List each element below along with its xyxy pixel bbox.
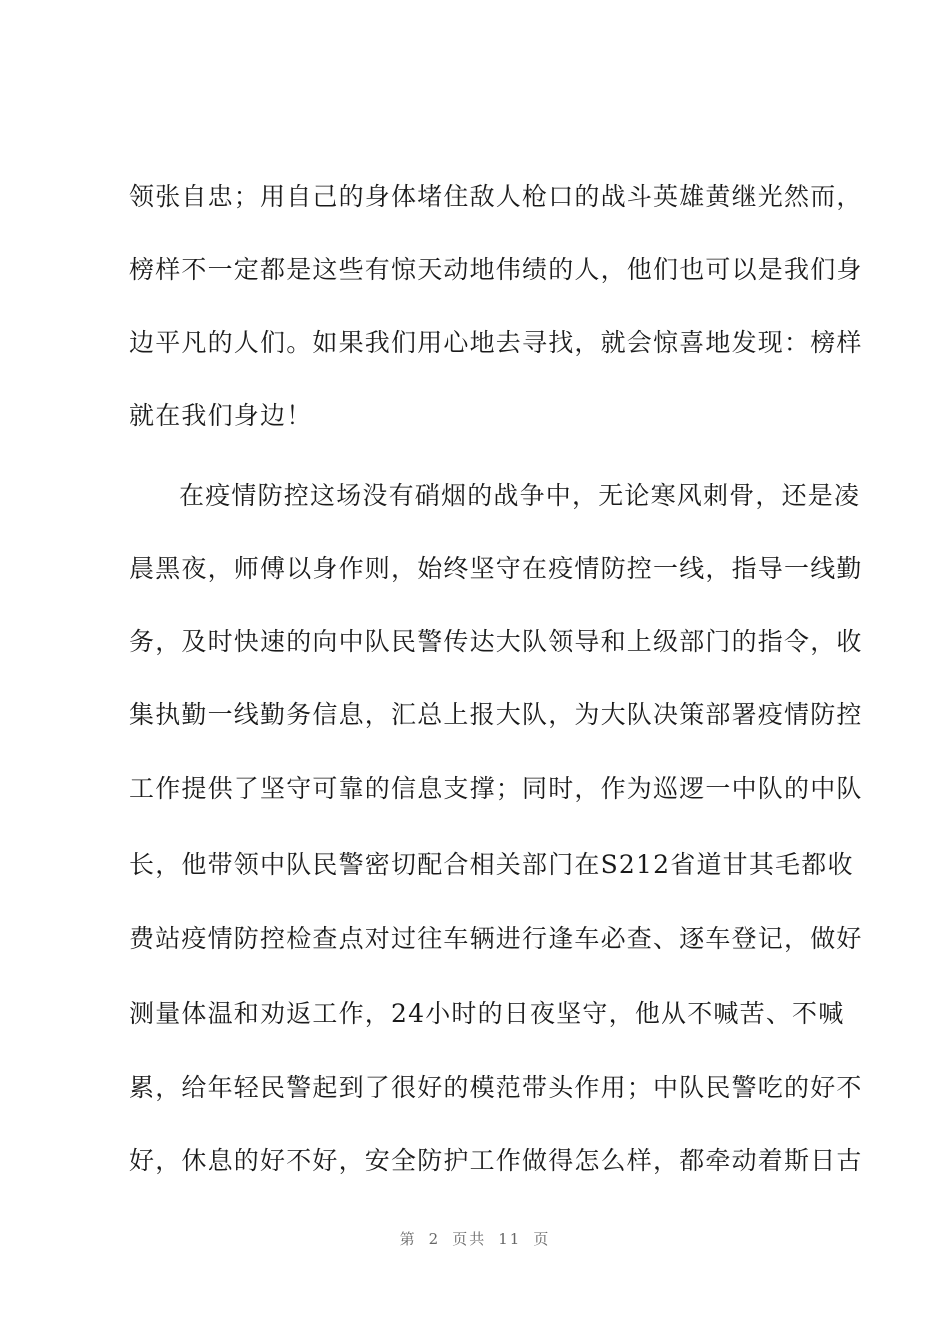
paragraph-line: 就在我们身边！ [129, 401, 313, 430]
page-footer [0, 1228, 950, 1249]
paragraph-line: 长，他带领中队民警密切配合相关部门在S212省道甘其毛都收 [129, 850, 854, 879]
footer-middle: 页共 [452, 1230, 487, 1248]
paragraph-line: 晨黑夜，师傅以身作则，始终坚守在疫情防控一线，指导一线勤 [129, 554, 863, 583]
footer-suffix: 页 [533, 1230, 551, 1248]
paragraph-line: 集执勤一线勤务信息，汇总上报大队，为大队决策部署疫情防控 [129, 700, 863, 729]
paragraph-line: 费站疫情防控检查点对过往车辆进行逢车必查、逐车登记，做好 [129, 924, 863, 953]
paragraph-line: 领张自忠；用自己的身体堵住敌人枪口的战斗英雄黄继光然而， [129, 182, 863, 211]
paragraph-line: 边平凡的人们。如果我们用心地去寻找，就会惊喜地发现：榜样 [129, 328, 863, 357]
paragraph-line: 测量体温和劝返工作，24小时的日夜坚守，他从不喊苦、不喊 [129, 999, 845, 1028]
paragraph-first-line: 在疫情防控这场没有硝烟的战争中，无论寒风刺骨，还是凌 [179, 481, 861, 510]
paragraph-line: 务，及时快速的向中队民警传达大队领导和上级部门的指令，收 [129, 627, 863, 656]
paragraph-line: 累，给年轻民警起到了很好的模范带头作用；中队民警吃的好不 [129, 1073, 863, 1102]
paragraph-line: 工作提供了坚守可靠的信息支撑；同时，作为巡逻一中队的中队 [129, 774, 863, 803]
footer-prefix: 第 [399, 1230, 417, 1248]
paragraph-line: 好，休息的好不好，安全防护工作做得怎么样，都牵动着斯日古 [129, 1146, 863, 1175]
footer-total-pages: 11 [498, 1230, 522, 1248]
footer-page-number: 2 [428, 1230, 441, 1248]
paragraph-line: 榜样不一定都是这些有惊天动地伟绩的人，他们也可以是我们身 [129, 255, 863, 284]
